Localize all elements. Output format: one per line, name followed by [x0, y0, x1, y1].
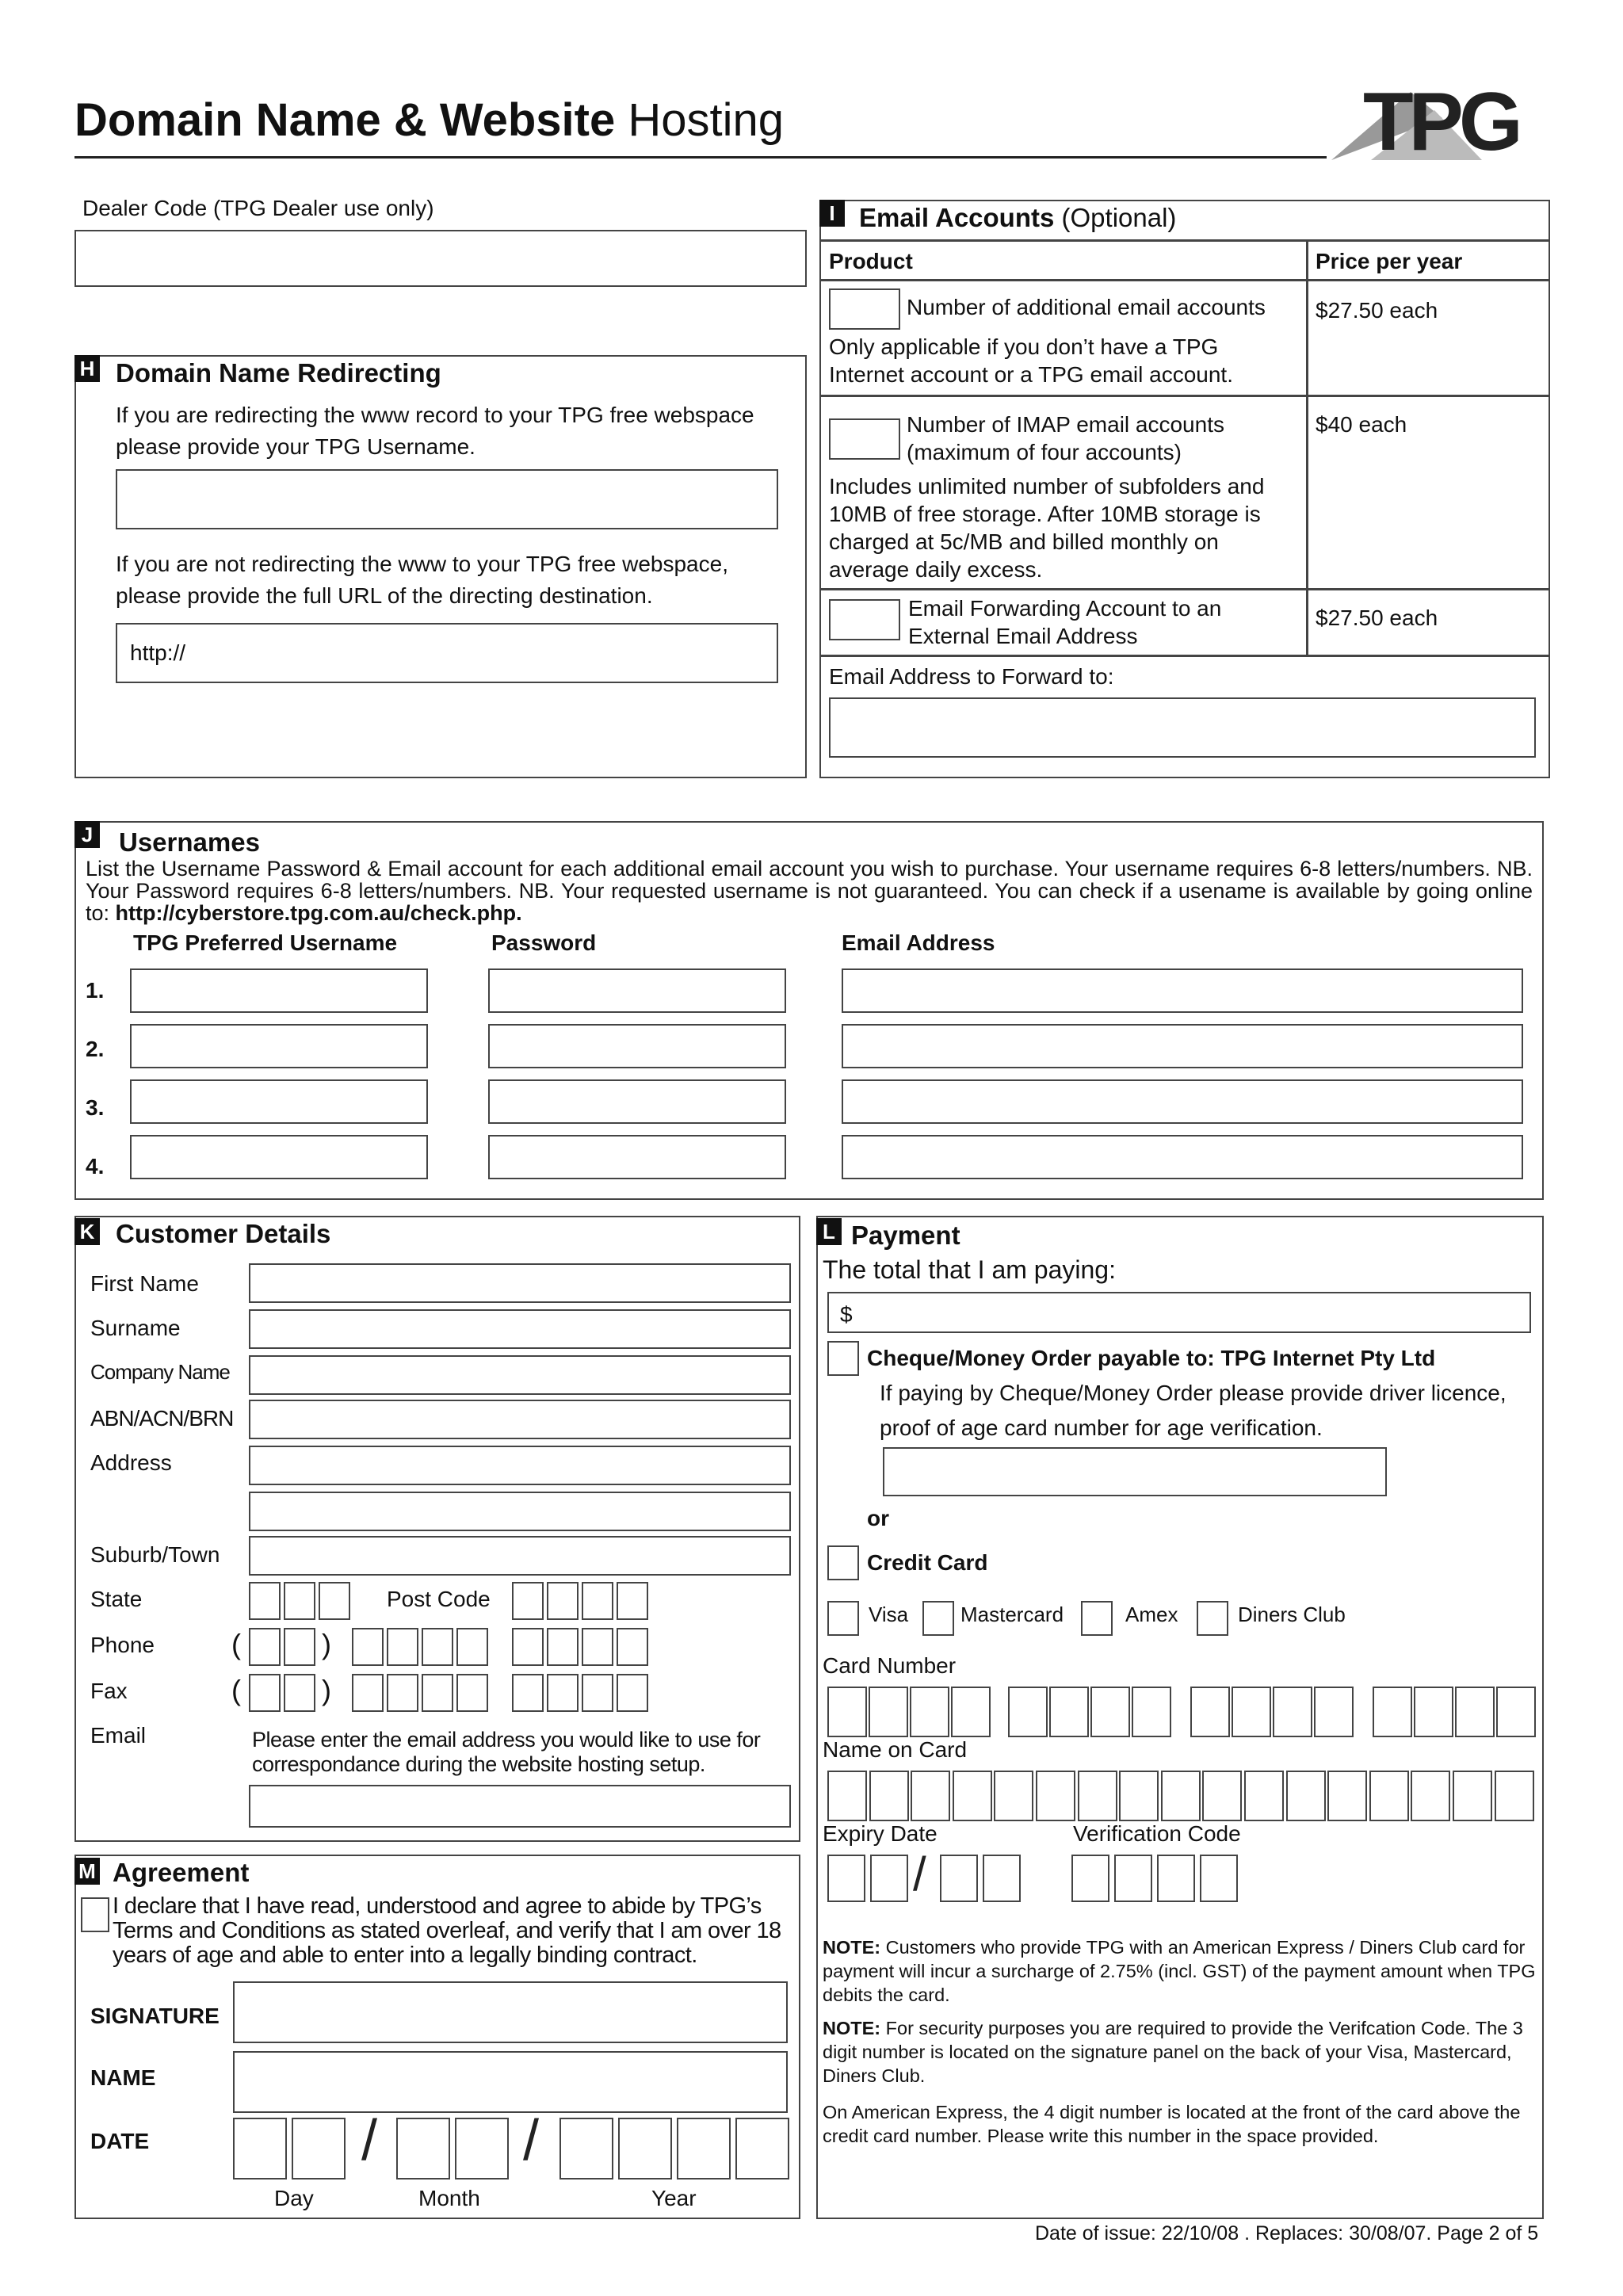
- visa-checkbox[interactable]: [827, 1601, 859, 1636]
- name-on-card-cell-1[interactable]: [827, 1771, 867, 1821]
- verification-cell-4[interactable]: [1200, 1855, 1238, 1902]
- mastercard-label: Mastercard: [960, 1603, 1064, 1626]
- state-cell-2[interactable]: [284, 1582, 315, 1620]
- year-cell-2[interactable]: [618, 2118, 672, 2179]
- phone-cell-3[interactable]: [422, 1628, 453, 1666]
- visa-label: Visa: [869, 1603, 909, 1626]
- row-number-4: 4.: [86, 1154, 105, 1179]
- redirect-url-input[interactable]: [116, 623, 778, 683]
- card-number-cell-4[interactable]: [951, 1687, 991, 1737]
- username-input-2[interactable]: [130, 1024, 428, 1068]
- year-cell-1[interactable]: [559, 2118, 613, 2179]
- month-cell-1[interactable]: [396, 2118, 450, 2179]
- surname-input[interactable]: [249, 1309, 791, 1349]
- phone-label: Phone: [90, 1633, 155, 1657]
- verification-cell-1[interactable]: [1071, 1855, 1109, 1902]
- credit-card-label: Credit Card: [867, 1550, 988, 1575]
- verification-cell-2[interactable]: [1114, 1855, 1152, 1902]
- name-on-card-cell-12[interactable]: [1286, 1771, 1326, 1821]
- additional-email-note: Only applicable if you don’t have a TPG Internet account or a TPG email account.: [829, 334, 1233, 387]
- agreement-checkbox[interactable]: [81, 1897, 109, 1932]
- card-number-label: Card Number: [823, 1653, 957, 1678]
- address-label: Address: [90, 1450, 172, 1475]
- col-email-header: Email Address: [842, 930, 995, 955]
- fax-cell-4[interactable]: [456, 1674, 488, 1712]
- state-cell-1[interactable]: [249, 1582, 281, 1620]
- email-table-rule-2: [819, 279, 1550, 281]
- state-label: State: [90, 1587, 143, 1611]
- fax-cell-1[interactable]: [352, 1674, 384, 1712]
- name-input[interactable]: [233, 2051, 788, 2113]
- section-i-title-light: (Optional): [1061, 203, 1177, 232]
- name-on-card-cell-4[interactable]: [953, 1771, 992, 1821]
- imap-email-price: $40 each: [1316, 412, 1407, 437]
- abn-label: ABN/ACN/BRN: [90, 1406, 234, 1431]
- redirect-url-instructions: If you are not redirecting the www to your TPG free webspace, please provide the full URL of the directing destination.: [116, 552, 728, 608]
- email-table-rule-1: [819, 239, 1550, 242]
- section-i-badge: I: [819, 200, 845, 227]
- card-number-cell-13[interactable]: [1373, 1687, 1412, 1737]
- tpg-logo-text: TPG: [1363, 76, 1518, 168]
- additional-email-count-input[interactable]: [829, 288, 900, 330]
- abn-input[interactable]: [249, 1400, 791, 1439]
- agreement-declaration: I declare that I have read, understood and agree to abide by TPG’s Terms and Conditions as stated overleaf, and verify that I am over 18 years of age and able to enter into a legally binding contract.: [113, 1893, 781, 1968]
- signature-input[interactable]: [233, 1981, 788, 2043]
- email-label: Email: [90, 1723, 147, 1748]
- company-name-input[interactable]: [249, 1355, 791, 1395]
- row-number-1: 1.: [86, 978, 105, 1003]
- address-input-line1[interactable]: [249, 1446, 791, 1485]
- fax-cell-3[interactable]: [422, 1674, 453, 1712]
- card-number-cell-16[interactable]: [1496, 1687, 1536, 1737]
- row-number-2: 2.: [86, 1037, 105, 1061]
- fax-cell-5[interactable]: [512, 1674, 544, 1712]
- cheque-note: If paying by Cheque/Money Order please provide driver licence, proof of age card number for age verification.: [880, 1381, 1507, 1440]
- section-h-title: Domain Name Redirecting: [116, 358, 441, 388]
- mastercard-checkbox[interactable]: [922, 1601, 954, 1636]
- postcode-cell-2[interactable]: [547, 1582, 579, 1620]
- card-number-cell-14[interactable]: [1414, 1687, 1453, 1737]
- total-dollar-prefix: $: [840, 1302, 853, 1327]
- username-input-1[interactable]: [130, 968, 428, 1013]
- card-number-cell-10[interactable]: [1232, 1687, 1271, 1737]
- customer-email-input[interactable]: [249, 1785, 791, 1828]
- day-cell-2[interactable]: [292, 2118, 346, 2179]
- or-label: or: [867, 1506, 889, 1530]
- name-on-card-cell-17[interactable]: [1495, 1771, 1534, 1821]
- redirect-url-value: http://: [130, 640, 186, 665]
- phone-cell-1[interactable]: [352, 1628, 384, 1666]
- verification-code-note: [823, 2016, 1536, 2088]
- phone-paren-close: ): [322, 1628, 331, 1660]
- expiry-month-cell-2[interactable]: [870, 1855, 908, 1902]
- col-product-header: Product: [829, 249, 913, 273]
- imap-email-label: Number of IMAP email accounts (maximum of four accounts): [907, 412, 1224, 464]
- dealer-code-label: Dealer Code (TPG Dealer use only): [82, 196, 434, 220]
- email-input-2[interactable]: [842, 1024, 1523, 1068]
- name-on-card-cell-15[interactable]: [1411, 1771, 1450, 1821]
- check-username-link[interactable]: http://cyberstore.tpg.com.au/check.php.: [115, 901, 522, 925]
- verification-cell-3[interactable]: [1157, 1855, 1195, 1902]
- amex-code-note: On American Express, the 4 digit number is located at the front of the card above the credit card number. Please write this number in the space provided.: [823, 2102, 1521, 2146]
- redirect-username-instructions: If you are redirecting the www record to your TPG free webspace please provide your TPG Username.: [116, 403, 754, 459]
- fax-cell-6[interactable]: [547, 1674, 579, 1712]
- email-input-3[interactable]: [842, 1079, 1523, 1124]
- fax-area-cell-2[interactable]: [284, 1674, 315, 1712]
- day-caption: Day: [274, 2186, 314, 2210]
- note1-text: Customers who provide TPG with an American Express / Diners Club card for payment will incur a surcharge of 2.75% (incl. GST) of the payment amount when TPG debits the card.: [823, 1937, 1536, 2005]
- date-label: DATE: [90, 2129, 150, 2153]
- page-title-bold: Domain Name & Website: [74, 94, 616, 146]
- card-number-cell-15[interactable]: [1455, 1687, 1495, 1737]
- card-number-cell-3[interactable]: [910, 1687, 949, 1737]
- name-on-card-cell-7[interactable]: [1078, 1771, 1117, 1821]
- postcode-cell-1[interactable]: [512, 1582, 544, 1620]
- col-price-header: Price per year: [1316, 249, 1463, 273]
- name-on-card-cell-2[interactable]: [869, 1771, 909, 1821]
- expiry-separator: /: [913, 1847, 926, 1901]
- forward-address-label: Email Address to Forward to:: [829, 664, 1114, 689]
- month-cell-2[interactable]: [455, 2118, 509, 2179]
- password-input-2[interactable]: [488, 1024, 786, 1068]
- name-on-card-cell-3[interactable]: [911, 1771, 950, 1821]
- amex-checkbox[interactable]: [1081, 1601, 1113, 1636]
- suburb-input[interactable]: [249, 1536, 791, 1576]
- card-number-cell-1[interactable]: [827, 1687, 867, 1737]
- issue-date-footer: Date of issue: 22/10/08 . Replaces: 30/08/07. Page 2 of 5: [1035, 2222, 1539, 2244]
- usernames-intro: [86, 858, 1533, 924]
- diners-label: Diners Club: [1238, 1603, 1346, 1626]
- imap-email-note: Includes unlimited number of subfolders and 10MB of free storage. After 10MB storage is charged at 5c/MB and billed monthly on average daily excess.: [829, 474, 1265, 582]
- email-input-4[interactable]: [842, 1135, 1523, 1179]
- fax-cell-7[interactable]: [582, 1674, 613, 1712]
- section-i-title-bold: Email Accounts: [859, 203, 1055, 232]
- imap-email-count-input[interactable]: [829, 418, 900, 460]
- month-caption: Month: [418, 2186, 480, 2210]
- cheque-label: Cheque/Money Order payable to: TPG Internet Pty Ltd: [867, 1346, 1436, 1370]
- usernames-intro-text: List the Username Password & Email account for each additional email account you wish to purchase. Your username requires 6-8 letters/numbers. NB. Your Password requires 6-8 letters/numbers. NB. Your requested username is not guaranteed. You can check if a usename is available by going online to:: [86, 857, 1533, 925]
- name-on-card-label: Name on Card: [823, 1737, 968, 1762]
- phone-area-cell-1[interactable]: [249, 1628, 281, 1666]
- phone-cell-2[interactable]: [387, 1628, 418, 1666]
- card-number-cell-12[interactable]: [1314, 1687, 1354, 1737]
- name-on-card-cell-11[interactable]: [1244, 1771, 1284, 1821]
- name-on-card-cell-5[interactable]: [994, 1771, 1033, 1821]
- expiry-year-cell-1[interactable]: [940, 1855, 978, 1902]
- section-h-badge: H: [74, 355, 100, 382]
- postcode-cell-4[interactable]: [617, 1582, 648, 1620]
- card-number-cell-11[interactable]: [1273, 1687, 1312, 1737]
- page-title-light: Hosting: [628, 94, 784, 146]
- amex-surcharge-note: [823, 1935, 1536, 2007]
- year-caption: Year: [651, 2186, 697, 2210]
- section-j-badge: J: [74, 821, 100, 848]
- card-number-cell-8[interactable]: [1132, 1687, 1171, 1737]
- forwarding-account-count-input[interactable]: [829, 599, 900, 640]
- additional-email-label: Number of additional email accounts: [907, 295, 1266, 319]
- password-input-1[interactable]: [488, 968, 786, 1013]
- expiry-label: Expiry Date: [823, 1821, 938, 1846]
- username-input-4[interactable]: [130, 1135, 428, 1179]
- state-cell-3[interactable]: [319, 1582, 350, 1620]
- card-number-cell-9[interactable]: [1190, 1687, 1230, 1737]
- year-cell-4[interactable]: [735, 2118, 789, 2179]
- page-title: [74, 94, 784, 147]
- email-note: Please enter the email address you would like to use for correspondance during the website hosting setup.: [252, 1728, 761, 1776]
- username-input-3[interactable]: [130, 1079, 428, 1124]
- section-l-badge: L: [816, 1218, 842, 1245]
- password-input-3[interactable]: [488, 1079, 786, 1124]
- phone-cell-7[interactable]: [582, 1628, 613, 1666]
- address-input-line2[interactable]: [249, 1492, 791, 1531]
- name-label: NAME: [90, 2065, 156, 2090]
- date-separator-1: /: [361, 2109, 378, 2172]
- expiry-year-cell-2[interactable]: [983, 1855, 1021, 1902]
- section-l-title: Payment: [851, 1221, 960, 1250]
- total-paying-label: The total that I am paying:: [823, 1255, 1116, 1284]
- email-input-1[interactable]: [842, 968, 1523, 1013]
- note2-text: For security purposes you are required to provide the Verifcation Code. The 3 digit number is located on the signature panel on the back of your Visa, Mastercard, Diners Club.: [823, 2018, 1523, 2086]
- name-on-card-cell-14[interactable]: [1369, 1771, 1409, 1821]
- forwarding-account-price: $27.50 each: [1316, 606, 1438, 630]
- name-on-card-cell-9[interactable]: [1161, 1771, 1201, 1821]
- tpg-username-input[interactable]: [116, 469, 778, 529]
- driver-licence-input[interactable]: [883, 1447, 1387, 1496]
- phone-cell-5[interactable]: [512, 1628, 544, 1666]
- note1-label: NOTE:: [823, 1937, 881, 1958]
- forwarding-account-label: Email Forwarding Account to an External Email Address: [908, 596, 1222, 648]
- phone-cell-6[interactable]: [547, 1628, 579, 1666]
- name-on-card-cell-16[interactable]: [1453, 1771, 1492, 1821]
- email-table-rule-3: [819, 395, 1550, 397]
- col-username-header: TPG Preferred Username: [133, 930, 398, 955]
- total-amount-input[interactable]: [827, 1292, 1531, 1333]
- header-rule: [74, 156, 1327, 159]
- diners-checkbox[interactable]: [1197, 1601, 1228, 1636]
- phone-paren-open: (: [231, 1628, 241, 1660]
- tpg-logo: [1323, 76, 1561, 168]
- suburb-label: Suburb/Town: [90, 1542, 220, 1567]
- amex-label: Amex: [1125, 1603, 1178, 1626]
- section-m-badge: M: [74, 1858, 100, 1885]
- phone-area-cell-2[interactable]: [284, 1628, 315, 1666]
- postcode-label: Post Code: [387, 1587, 491, 1611]
- section-i-title: [859, 203, 1176, 233]
- forward-address-input[interactable]: [829, 697, 1536, 758]
- fax-paren-close: ): [322, 1674, 331, 1706]
- section-k-badge: K: [74, 1218, 100, 1245]
- date-separator-2: /: [523, 2109, 540, 2172]
- card-number-cell-6[interactable]: [1049, 1687, 1089, 1737]
- first-name-input[interactable]: [249, 1263, 791, 1303]
- fax-cell-8[interactable]: [617, 1674, 648, 1712]
- phone-cell-8[interactable]: [617, 1628, 648, 1666]
- postcode-cell-3[interactable]: [582, 1582, 613, 1620]
- cheque-checkbox[interactable]: [827, 1341, 859, 1376]
- fax-cell-2[interactable]: [387, 1674, 418, 1712]
- name-on-card-cell-13[interactable]: [1327, 1771, 1367, 1821]
- email-table-rule-4: [819, 588, 1550, 590]
- credit-card-checkbox[interactable]: [827, 1545, 859, 1580]
- signature-label: SIGNATURE: [90, 2004, 220, 2028]
- company-name-label: Company Name: [90, 1360, 230, 1384]
- phone-cell-4[interactable]: [456, 1628, 488, 1666]
- row-number-3: 3.: [86, 1095, 105, 1120]
- card-number-cell-2[interactable]: [869, 1687, 908, 1737]
- additional-email-price: $27.50 each: [1316, 298, 1438, 323]
- name-on-card-cell-8[interactable]: [1119, 1771, 1159, 1821]
- section-m-title: Agreement: [113, 1858, 250, 1887]
- first-name-label: First Name: [90, 1271, 199, 1296]
- dealer-code-input[interactable]: [74, 230, 807, 287]
- section-k-title: Customer Details: [116, 1219, 331, 1248]
- surname-label: Surname: [90, 1316, 181, 1340]
- name-on-card-cell-6[interactable]: [1036, 1771, 1075, 1821]
- card-number-cell-7[interactable]: [1090, 1687, 1130, 1737]
- expiry-month-cell-1[interactable]: [827, 1855, 865, 1902]
- fax-paren-open: (: [231, 1674, 241, 1706]
- section-j-title: Usernames: [119, 827, 260, 857]
- password-input-4[interactable]: [488, 1135, 786, 1179]
- email-table-divider: [1306, 239, 1308, 655]
- name-on-card-cell-10[interactable]: [1202, 1771, 1242, 1821]
- email-table-rule-5: [819, 655, 1550, 657]
- year-cell-3[interactable]: [677, 2118, 731, 2179]
- verification-label: Verification Code: [1073, 1821, 1241, 1846]
- fax-label: Fax: [90, 1679, 128, 1703]
- day-cell-1[interactable]: [233, 2118, 287, 2179]
- card-number-cell-5[interactable]: [1008, 1687, 1048, 1737]
- note2-label: NOTE:: [823, 2018, 881, 2038]
- fax-area-cell-1[interactable]: [249, 1674, 281, 1712]
- col-password-header: Password: [491, 930, 597, 955]
